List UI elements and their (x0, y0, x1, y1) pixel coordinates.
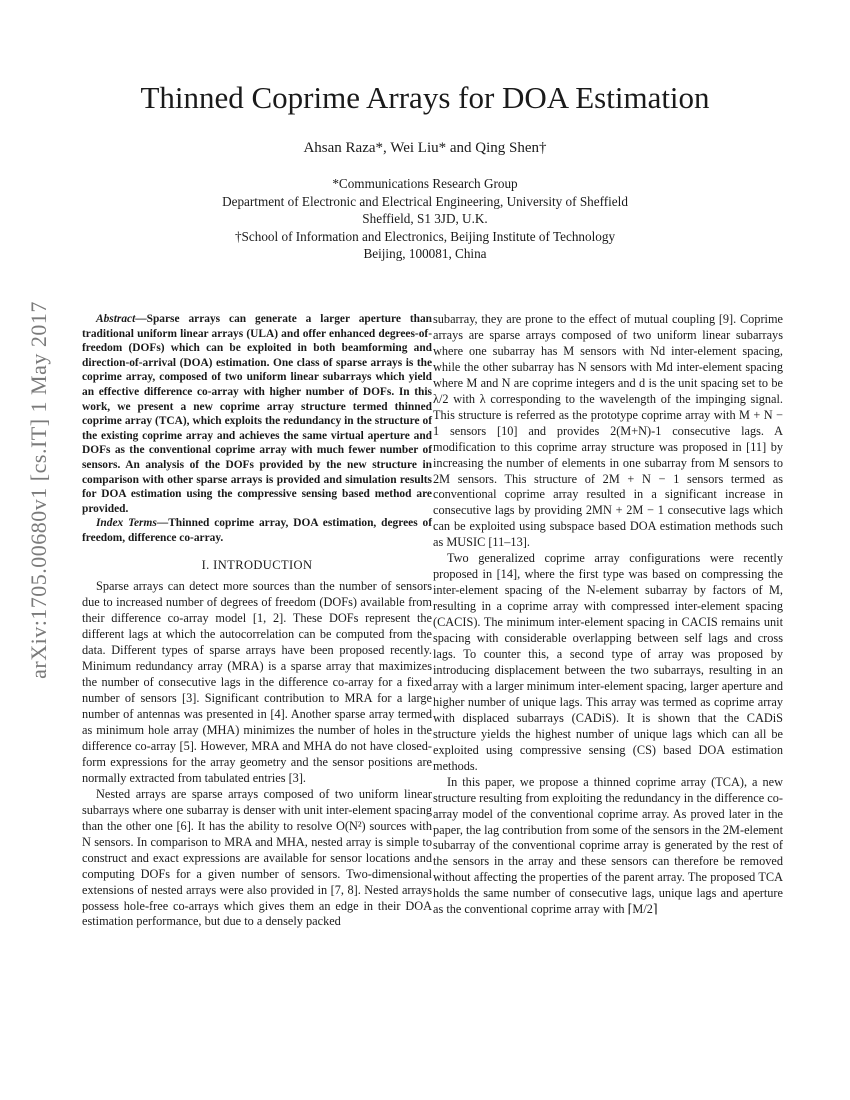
body-paragraph: Nested arrays are sparse arrays composed of two uniform linear subarrays where one subarray is denser with unit inter-element spacing than the other one [6]. It has the ability to resolve O(N²) sources with N sensors. In comparison to MRA and MHA, nested array is simple to construct and exact expressions are available for sensor locations and computing DOFs for a given number of sensors. Two-dimensional extensions of nested arrays were also provided in [7, 8]. Nested arrays possess hole-free co-arrays which gives them an edge in their DOA estimation performance, but due to a densely packed (82, 786, 432, 929)
arxiv-identifier-text: arXiv:1705.00680v1 [cs.IT] 1 May 2017 (26, 301, 51, 679)
section-heading-introduction: I. INTRODUCTION (201, 557, 313, 572)
affiliations (0, 175, 850, 263)
index-terms-label: Index Terms (96, 517, 157, 530)
index-terms-text: —Thinned coprime array, DOA estimation, degrees of freedom, difference co-array. (82, 517, 432, 544)
abstract-block (82, 312, 432, 546)
index-terms-paragraph (82, 516, 432, 545)
affiliation-line: Sheffield, S1 3JD, U.K. (362, 211, 488, 226)
abstract-text: —Sparse arrays can generate a larger aperture than traditional uniform linear arrays (ULA) and offer enhanced degrees-of-freedom (DOFs) which can be exploited in both beamforming and direction-of-arrival (DOA) estimation. One class of sparse arrays is the coprime array, composed of two uniform linear subarrays which yield an effective difference co-array with higher number of DOFs. In this work, we present a new coprime array structure termed thinned coprime array (TCA), which exploits the redundancy in the structure of the existing coprime array and achieves the same virtual aperture and DOFs as the conventional coprime array with much fewer number of sensors. An analysis of the DOFs provided by the new structure in comparison with other sparse arrays is provided and simulation results for DOA estimation using the compressive sensing based method are provided. (82, 313, 432, 515)
body-paragraph: Sparse arrays can detect more sources than the number of sensors due to increased number of degrees of freedom (DOFs) available from their difference co-array model [1, 2]. These DOFs represent the different lags at which the autocorrelation can be computed from the data. Different types of sparse arrays have been proposed recently. Minimum redundancy array (MRA) is a sparse array that maximizes the number of consecutive lags in the difference co-array for a fixed number of sensors [3]. Significant contribution to MRA for a large number of antennas was presented in [4]. Another sparse array termed as minimum hole array (MHA) minimizes the number of holes in the difference co-array [5]. However, MRA and MHA do not have closed-form expressions for the array geometry and the sensor positions are normally extracted from tabulated entries [3]. (82, 579, 432, 785)
paper-title: Thinned Coprime Arrays for DOA Estimation (140, 80, 710, 115)
abstract-label: Abstract (96, 313, 136, 325)
arxiv-identifier-stamp (18, 280, 60, 700)
body-paragraph: In this paper, we propose a thinned coprime array (TCA), a new structure resulting from exploiting the redundancy in the difference co-array model of the conventional coprime array. As proved later in the paper, the lag contribution from some of the sensors in the 2M-element subarray of the conventional coprime array is generated by the rest of the sensors in the array and these sensors can therefore be removed without affecting the properties of the parent array. The proposed TCA holds the same number of consecutive lags, unique lags and aperture as the conventional coprime array with ⌈M/2⌉ (433, 774, 783, 917)
body-paragraph: Two generalized coprime array configurations were recently proposed in [14], where the first type was based on compressing the inter-element spacing of the N-element subarray by factors of M, resulting in a coprime array with compressed inter-element spacing (CACIS). The minimum inter-element spacing in CACIS remains unit spacing with considerable overlapping between self lags and cross lags. To counter this, a second type of array was proposed by introducing displacement between the two subarrays, resulting in an array with a larger minimum inter-element spacing, larger aperture and higher number of unique lags. This array was termed as coprime array with displaced subarrays (CADiS). It is shown that the CADiS structure yields the highest number of unique lags which can all be exploited using compressive sensing (CS) based DOA estimation methods. (433, 551, 783, 773)
affiliation-line: Department of Electronic and Electrical Engineering, University of Sheffield (222, 193, 628, 209)
right-column (433, 312, 783, 918)
affiliation-line: †School of Information and Electronics, Beijing Institute of Technology (234, 228, 616, 244)
affiliation-line: *Communications Research Group (332, 176, 518, 191)
left-column (82, 312, 432, 930)
author-list: Ahsan Raza*, Wei Liu* and Qing Shen† (303, 140, 547, 156)
body-paragraph: subarray, they are prone to the effect of mutual coupling [9]. Coprime arrays are sparse arrays composed of two uniform linear subarrays where one subarray has M sensors with Nd inter-element spacing, while the other subarray has N sensors with Md inter-element spacing where M and N are coprime integers and d is the unit spacing set to be λ/2 with λ corresponding to the wavelength of the impinging signal. This structure is referred as the prototype coprime array with M + N − 1 sensors [10] and provides 2(M+N)-1 consecutive lags. A modification to this coprime array structure was proposed in [11] by increasing the number of elements in one subarray from M sensors to 2M sensors. This structure of 2M + N − 1 sensors termed as conventional coprime array resulted in a significant increase in consecutive lags by providing 2MN + 2M − 1 consecutive lags which can be exploited using subspace based DOA estimation methods such as MUSIC [11–13]. (433, 312, 783, 550)
abstract-paragraph (82, 312, 432, 516)
affiliation-line: Beijing, 100081, China (363, 246, 487, 261)
